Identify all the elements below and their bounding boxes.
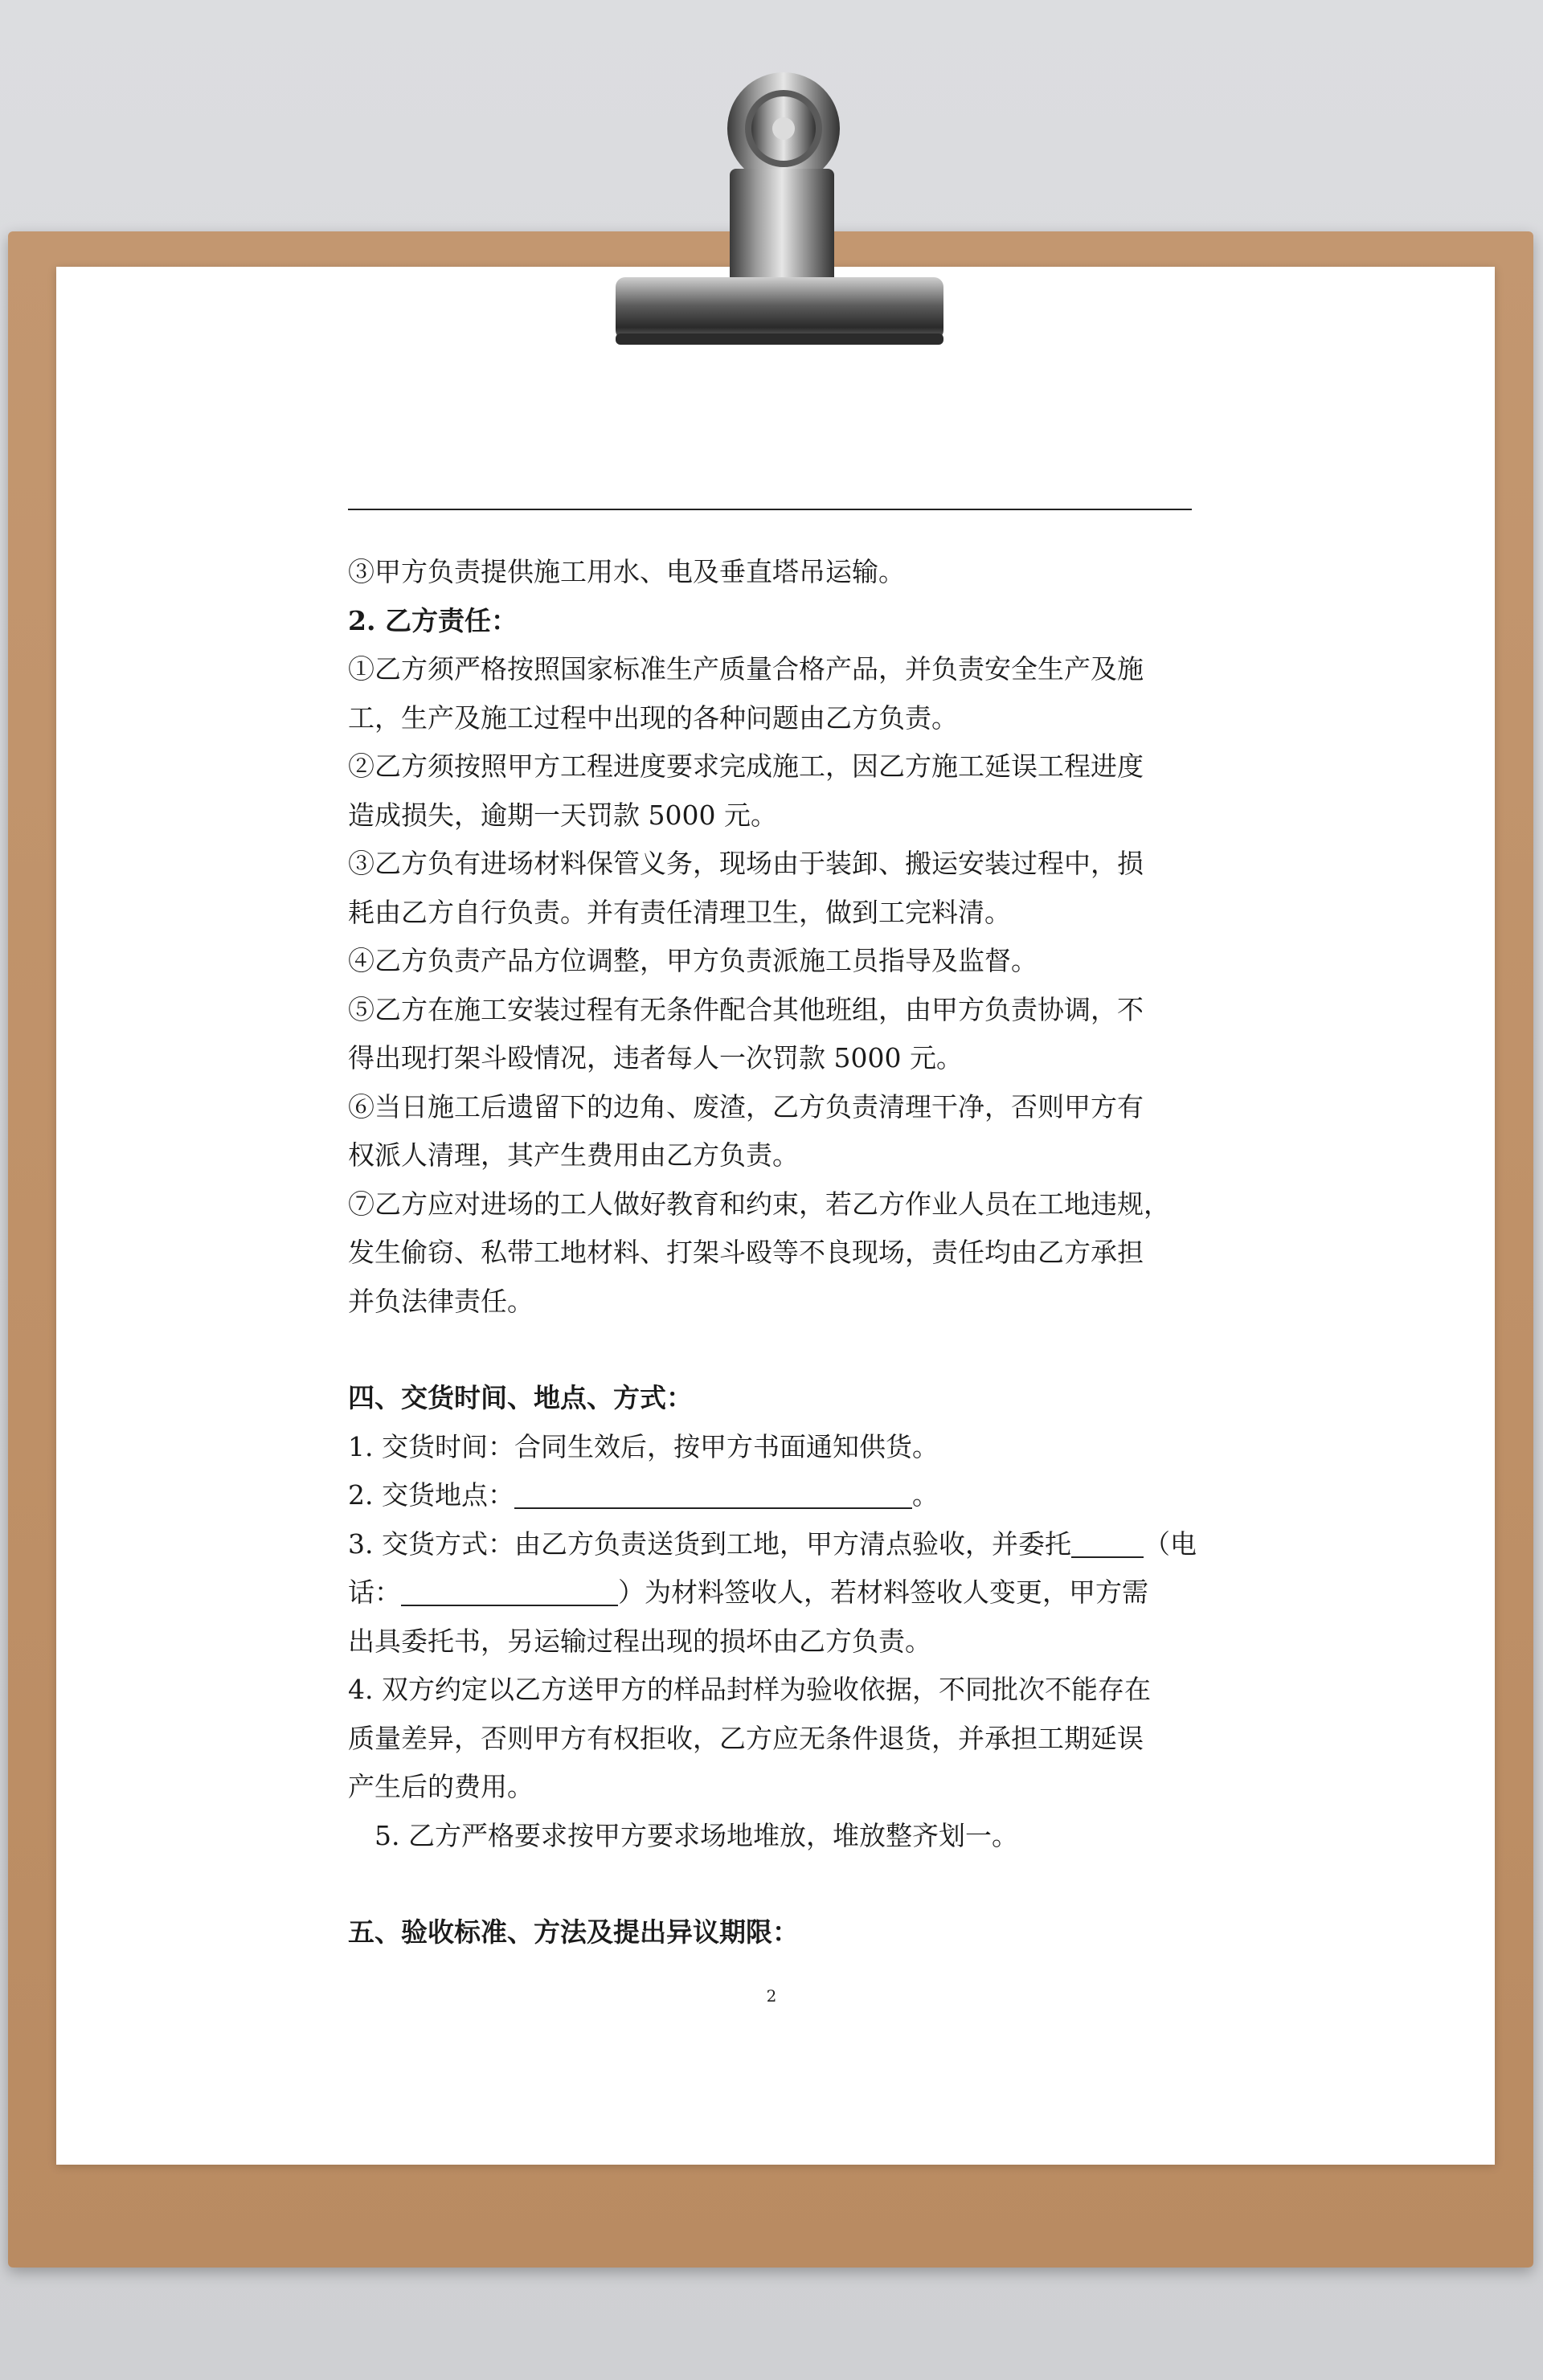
page-number: 2 — [766, 1986, 777, 2006]
text-fragment: 3. 交货方式：由乙方负责送货到工地，甲方清点验收，并委托 — [348, 1527, 1071, 1560]
text-line: 耗由乙方自行负责。并有责任清理卫生，做到工完料清。 — [348, 896, 1011, 928]
text-line: 并负法律责任。 — [348, 1285, 534, 1317]
text-fragment: 2. 交货地点： — [348, 1479, 514, 1511]
text-fragment: 。 — [911, 1479, 939, 1511]
phone-blank — [401, 1574, 618, 1606]
section-heading-acceptance: 五、验收标准、方法及提出异议期限： — [348, 1916, 799, 1948]
text-line: ②乙方须按照甲方工程进度要求完成施工，因乙方施工延误工程进度 — [348, 750, 1144, 782]
text-fragment: 话： — [348, 1576, 401, 1608]
consignee-blank — [1071, 1526, 1144, 1558]
delivery-method-line — [348, 1520, 1200, 1569]
text-line: 权派人清理，其产生费用由乙方负责。 — [348, 1139, 799, 1171]
text-line: ⑥当日施工后遗留下的边角、废渣，乙方负责清理干净，否则甲方有 — [348, 1090, 1144, 1123]
delivery-location-blank — [514, 1477, 912, 1509]
text-line: ③甲方负责提供施工用水、电及垂直塔吊运输。 — [348, 556, 905, 587]
text-line: ⑦乙方应对进场的工人做好教育和约束，若乙方作业人员在工地违规， — [348, 1188, 1170, 1220]
text-line: 产生后的费用。 — [348, 1771, 534, 1802]
text-line: 工，生产及施工过程中出现的各种问题由乙方负责。 — [348, 701, 958, 734]
section-heading-delivery: 四、交货时间、地点、方式： — [348, 1382, 693, 1413]
text-line: 得出现打架斗殴情况，违者每人一次罚款 5000 元。 — [348, 1042, 963, 1073]
text-line: 质量差异，否则甲方有权拒收，乙方应无条件退货，并承担工期延误 — [348, 1722, 1144, 1754]
text-line: ③乙方负有进场材料保管义务，现场由于装卸、搬运安装过程中，损 — [348, 848, 1144, 879]
subheading-party-b: 2. 乙方责任： — [348, 604, 518, 636]
text-line: 5. 乙方严格要求按甲方要求场地堆放，堆放整齐划一。 — [348, 1819, 1018, 1851]
text-line: 发生偷窃、私带工地材料、打架斗殴等不良现场，责任均由乙方承担 — [348, 1237, 1144, 1268]
text-line: 1. 交货时间：合同生效后，按甲方书面通知供货。 — [348, 1430, 939, 1462]
delivery-location-line — [348, 1471, 1200, 1520]
text-line: ①乙方须严格按照国家标准生产质量合格产品，并负责安全生产及施 — [348, 653, 1144, 685]
text-fragment: （电 — [1143, 1527, 1197, 1560]
text-line: 4. 双方约定以乙方送甲方的样品封样为验收依据，不同批次不能存在 — [348, 1674, 1151, 1705]
binder-clip-icon — [611, 48, 948, 354]
text-line: ④乙方负责产品方位调整，甲方负责派施工员指导及监督。 — [348, 945, 1038, 976]
document-body — [348, 548, 1200, 1957]
text-line: 造成损失，逾期一天罚款 5000 元。 — [348, 799, 777, 831]
text-fragment: ）为材料签收人，若材料签收人变更，甲方需 — [618, 1576, 1148, 1608]
phone-line — [348, 1568, 1200, 1617]
text-line: 出具委托书，另运输过程出现的损坏由乙方负责。 — [348, 1625, 931, 1657]
top-rule — [348, 509, 1192, 510]
text-line: ⑤乙方在施工安装过程有无条件配合其他班组，由甲方负责协调，不 — [348, 993, 1144, 1025]
